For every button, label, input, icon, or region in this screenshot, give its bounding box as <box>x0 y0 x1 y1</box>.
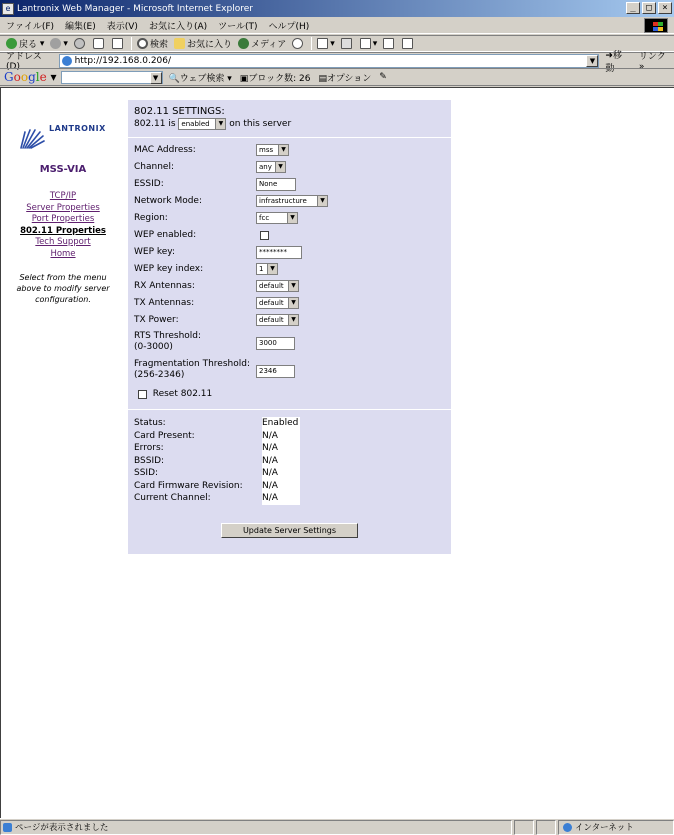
page-icon <box>62 56 72 66</box>
nav-server-properties[interactable]: Server Properties <box>26 202 100 213</box>
field-mac-address <box>134 145 196 155</box>
frag-label: Fragmentation Threshold: <box>134 359 250 369</box>
enable-select-value: enabled <box>181 120 210 128</box>
stop-icon <box>74 38 85 49</box>
favorites-icon <box>174 38 185 49</box>
field-label: MAC Address: <box>134 145 196 155</box>
windows-logo-icon <box>644 18 668 33</box>
back-label: 戻る <box>19 40 38 50</box>
menu-help[interactable]: ヘルプ(H) <box>268 21 310 32</box>
network-mode-select[interactable] <box>256 195 328 207</box>
google-logo[interactable]: Google ▾ <box>4 70 57 84</box>
rts-threshold-input[interactable]: 3000 <box>256 337 295 350</box>
favorites-label: お気に入り <box>186 40 232 50</box>
nav-tcpip[interactable]: TCP/IP <box>49 191 77 201</box>
field-tx-power <box>134 315 179 325</box>
lantronix-logo <box>13 120 113 156</box>
card-present-value: N/A <box>262 430 300 443</box>
status-section <box>134 417 446 517</box>
google-toolbar <box>0 68 674 86</box>
errors-label: Errors: <box>134 443 164 453</box>
status-pane <box>514 820 534 835</box>
ssid-value: N/A <box>262 467 300 480</box>
print-button[interactable] <box>341 38 354 49</box>
nav-tech-support[interactable]: Tech Support <box>35 237 91 247</box>
chevron-down-icon: ▼ <box>278 145 288 155</box>
enable-suffix: on this server <box>229 119 292 129</box>
help-text: Select from the menu above to modify server configuration. <box>16 273 110 304</box>
standard-toolbar <box>0 35 674 52</box>
enable-line <box>134 118 446 130</box>
menu-bar <box>0 17 674 34</box>
search-button[interactable] <box>137 37 168 50</box>
address-url: http://192.168.0.206/ <box>74 55 172 66</box>
stop-button[interactable] <box>74 38 87 49</box>
web-page <box>0 87 674 818</box>
edit-button[interactable]: ▾ <box>360 38 378 49</box>
select-value: any <box>259 163 272 171</box>
enable-select[interactable] <box>178 118 226 130</box>
chevron-down-icon: ▼ <box>287 213 297 223</box>
settings-panel <box>128 100 451 554</box>
frag-range: (256-2346) <box>134 370 185 380</box>
field-essid <box>134 179 164 189</box>
field-label: WEP enabled: <box>134 230 197 240</box>
status-message-pane <box>0 820 512 835</box>
wep-enabled-checkbox[interactable] <box>260 231 269 240</box>
popup-blocker-label: ブロック数: 26 <box>248 73 311 84</box>
status-message: ページが表示されました <box>15 823 109 833</box>
field-wep-enabled <box>134 230 196 240</box>
channel-select[interactable] <box>256 161 286 173</box>
toolbar-separator <box>311 37 312 50</box>
messenger-button[interactable] <box>402 38 415 49</box>
menu-edit[interactable]: 編集(E) <box>65 21 96 32</box>
wep-key-index-select[interactable] <box>256 263 278 275</box>
page-done-icon <box>3 823 12 832</box>
chevron-down-icon: ▼ <box>275 162 285 172</box>
address-label: アドレス(D) <box>6 52 42 72</box>
discuss-button[interactable] <box>383 38 396 49</box>
ssid-label: SSID: <box>134 468 159 478</box>
chevron-down-icon: ▼ <box>215 119 225 129</box>
chevron-down-icon: ▼ <box>288 281 298 291</box>
chevron-down-icon: ▼ <box>288 315 298 325</box>
address-dropdown-button[interactable]: ▼ <box>586 55 598 67</box>
field-label: WEP key: <box>134 247 176 257</box>
field-label: Network Mode: <box>134 196 202 206</box>
select-value: default <box>259 299 284 307</box>
back-arrow-icon <box>6 38 17 49</box>
field-label: Channel: <box>134 162 174 172</box>
discuss-icon <box>383 38 394 49</box>
web-search-label: ウェブ検索 <box>179 73 225 84</box>
settings-title: 802.11 SETTINGS: <box>134 106 225 117</box>
errors-value: N/A <box>262 442 300 455</box>
chevron-down-icon: ▼ <box>317 196 327 206</box>
chevron-down-icon: ▼ <box>288 298 298 308</box>
links-button[interactable]: リンク » <box>638 52 666 72</box>
essid-input[interactable]: None <box>256 178 296 191</box>
google-search-dropdown[interactable]: ▼ <box>150 72 162 84</box>
options-label: オプション <box>327 73 372 84</box>
home-button[interactable] <box>112 38 125 49</box>
messenger-icon <box>402 38 413 49</box>
reset-row <box>138 389 212 399</box>
product-name: MSS-VIA <box>39 164 87 175</box>
select-value: fcc <box>259 214 270 222</box>
title-bar <box>0 0 674 17</box>
status-pane <box>536 820 556 835</box>
select-value: default <box>259 316 284 324</box>
current-channel-value: N/A <box>262 492 300 505</box>
nav-port-properties[interactable]: Port Properties <box>31 214 95 224</box>
search-icon <box>137 38 148 49</box>
region-select[interactable] <box>256 212 298 224</box>
menu-favorites[interactable]: お気に入り(A) <box>148 21 208 32</box>
field-channel <box>134 162 174 172</box>
field-label: WEP key index: <box>134 264 204 274</box>
close-button[interactable]: × <box>658 2 672 14</box>
field-wep-key <box>134 247 175 257</box>
mail-icon <box>317 38 328 49</box>
select-value: 1 <box>259 265 264 273</box>
mac-address-select[interactable] <box>256 144 289 156</box>
go-button[interactable]: ➜移動 <box>605 50 622 74</box>
toolbar-separator <box>131 37 132 50</box>
field-label: TX Power: <box>134 315 179 325</box>
address-bar <box>0 50 674 74</box>
field-rx-antennas <box>134 281 195 291</box>
rts-label: RTS Threshold: <box>134 331 202 341</box>
forward-arrow-icon <box>50 38 61 49</box>
field-network-mode <box>134 196 202 206</box>
ie-app-icon: e <box>2 3 14 15</box>
update-server-settings-button[interactable]: Update Server Settings <box>221 523 358 538</box>
favorites-button[interactable] <box>174 37 232 50</box>
options-button[interactable]: ▤オプション <box>318 73 372 84</box>
enable-prefix: 802.11 is <box>134 119 176 129</box>
history-icon <box>292 38 303 49</box>
select-value: default <box>259 282 284 290</box>
go-label: 移動 <box>605 50 622 74</box>
mail-button[interactable]: ▾ <box>317 38 335 49</box>
forward-button[interactable]: ▾ <box>50 38 68 49</box>
nav-home[interactable]: Home <box>50 248 76 259</box>
address-field[interactable] <box>59 54 600 68</box>
chevron-down-icon: ▼ <box>267 264 277 274</box>
globe-icon <box>563 823 572 832</box>
media-label: メディア <box>250 40 287 50</box>
field-wep-key-index <box>134 264 203 274</box>
select-value: mss <box>259 146 274 154</box>
window-title: Lantronix Web Manager - Microsoft Internet Explorer <box>17 3 253 14</box>
tx-power-select[interactable] <box>256 314 299 326</box>
rts-range: (0-3000) <box>134 342 173 352</box>
back-button[interactable]: 戻る ▾ <box>6 37 44 50</box>
highlight-icon[interactable]: ✎ <box>379 72 387 82</box>
wep-key-input[interactable]: ******** <box>256 246 302 259</box>
brand-name: LANTRONIX <box>49 124 106 133</box>
media-icon <box>238 38 249 49</box>
status-label: Status: <box>134 418 166 428</box>
refresh-button[interactable] <box>93 38 106 49</box>
search-label: 検索 <box>149 40 168 50</box>
field-label: RX Antennas: <box>134 281 195 291</box>
status-value: Enabled <box>262 418 299 428</box>
home-icon <box>112 38 123 49</box>
fragmentation-threshold-input[interactable]: 2346 <box>256 365 295 378</box>
google-search-input[interactable] <box>61 71 163 84</box>
firmware-value: N/A <box>262 480 300 493</box>
field-fragmentation-threshold <box>134 359 250 381</box>
field-label: ESSID: <box>134 179 164 189</box>
select-value: infrastructure <box>259 197 307 205</box>
media-button[interactable] <box>238 37 286 50</box>
reset-label: Reset 802.11 <box>152 389 213 399</box>
field-label: TX Antennas: <box>134 298 195 308</box>
nav-80211-properties[interactable]: 802.11 Properties <box>20 225 106 236</box>
popup-blocker-button[interactable]: ▣ブロック数: 26 <box>239 73 311 84</box>
status-bar <box>0 818 674 835</box>
security-zone: インターネット <box>575 823 634 833</box>
history-button[interactable] <box>292 38 305 49</box>
field-label: Region: <box>134 213 168 223</box>
maximize-button[interactable]: □ <box>642 2 656 14</box>
lantronix-fan-icon <box>19 124 45 150</box>
security-zone-pane <box>558 820 674 835</box>
reset-checkbox[interactable] <box>138 390 147 399</box>
web-search-button[interactable]: 🔍ウェブ検索 ▾ <box>168 73 232 84</box>
firmware-label: Card Firmware Revision: <box>134 480 243 491</box>
menu-view[interactable]: 表示(V) <box>106 21 138 32</box>
rx-antennas-select[interactable] <box>256 280 299 292</box>
menu-tools[interactable]: ツール(T) <box>218 21 258 32</box>
bssid-label: BSSID: <box>134 455 165 466</box>
field-region <box>134 213 168 223</box>
print-icon <box>341 38 352 49</box>
minimize-button[interactable]: _ <box>626 2 640 14</box>
refresh-icon <box>93 38 104 49</box>
current-channel-label: Current Channel: <box>134 493 211 503</box>
tx-antennas-select[interactable] <box>256 297 299 309</box>
menu-file[interactable]: ファイル(F) <box>6 21 55 32</box>
card-present-label: Card Present: <box>134 430 195 441</box>
sidebar <box>13 120 113 305</box>
bssid-value: N/A <box>262 455 300 468</box>
field-rts-threshold <box>134 331 201 353</box>
field-tx-antennas <box>134 298 194 308</box>
edit-icon <box>360 38 371 49</box>
